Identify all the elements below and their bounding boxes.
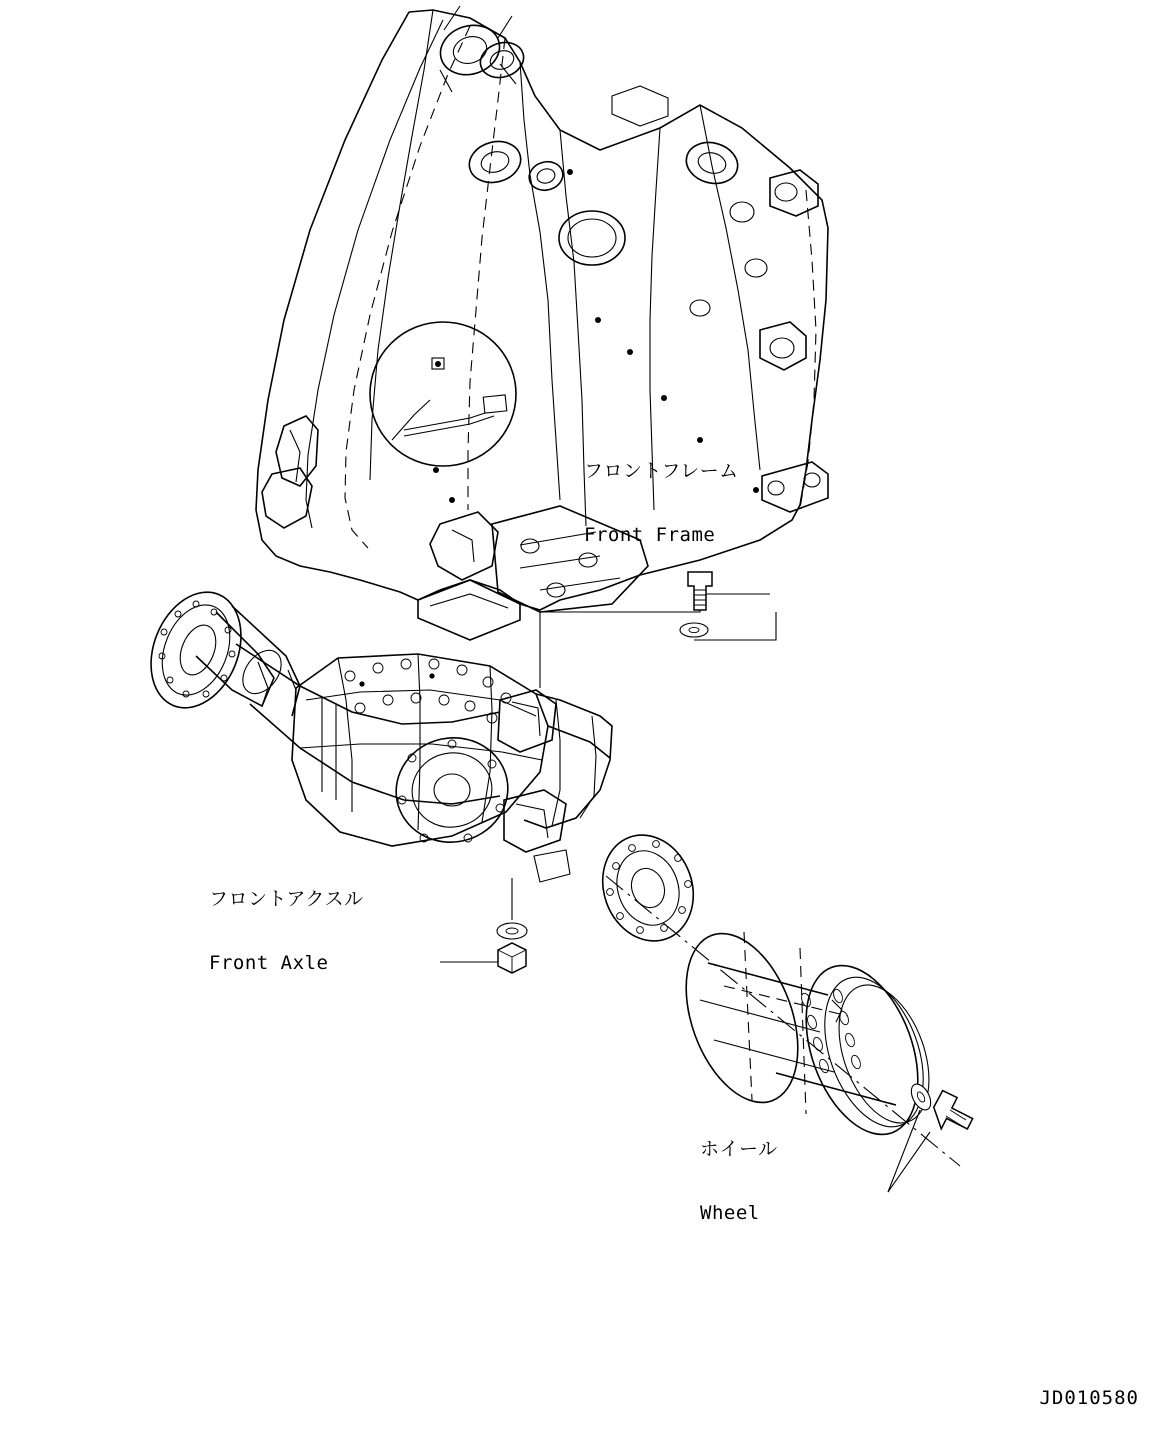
label-wheel-ja: ホイール <box>700 1138 778 1160</box>
label-front-frame <box>584 420 739 588</box>
label-front-axle-en: Front Axle <box>209 951 329 974</box>
label-front-frame-en: Front Frame <box>584 523 716 546</box>
drawing-number: JD010580 <box>1039 1387 1139 1409</box>
label-wheel <box>700 1098 778 1266</box>
label-front-axle <box>209 848 364 1016</box>
label-wheel-en: Wheel <box>700 1201 760 1224</box>
label-front-frame-ja: フロントフレーム <box>584 460 739 482</box>
leader-lines <box>440 594 930 1192</box>
fastener-axle-nut-lower <box>498 943 526 973</box>
fastener-wheel-bolt <box>933 1089 974 1132</box>
label-front-axle-ja: フロントアクスル <box>209 888 364 910</box>
fastener-wheel-washer <box>907 1081 934 1113</box>
fastener-axle-washer-lower <box>497 923 527 939</box>
front-frame-assembly <box>256 6 828 640</box>
fastener-mount-washer-upper <box>680 623 708 637</box>
wheel-rim <box>606 876 960 1166</box>
